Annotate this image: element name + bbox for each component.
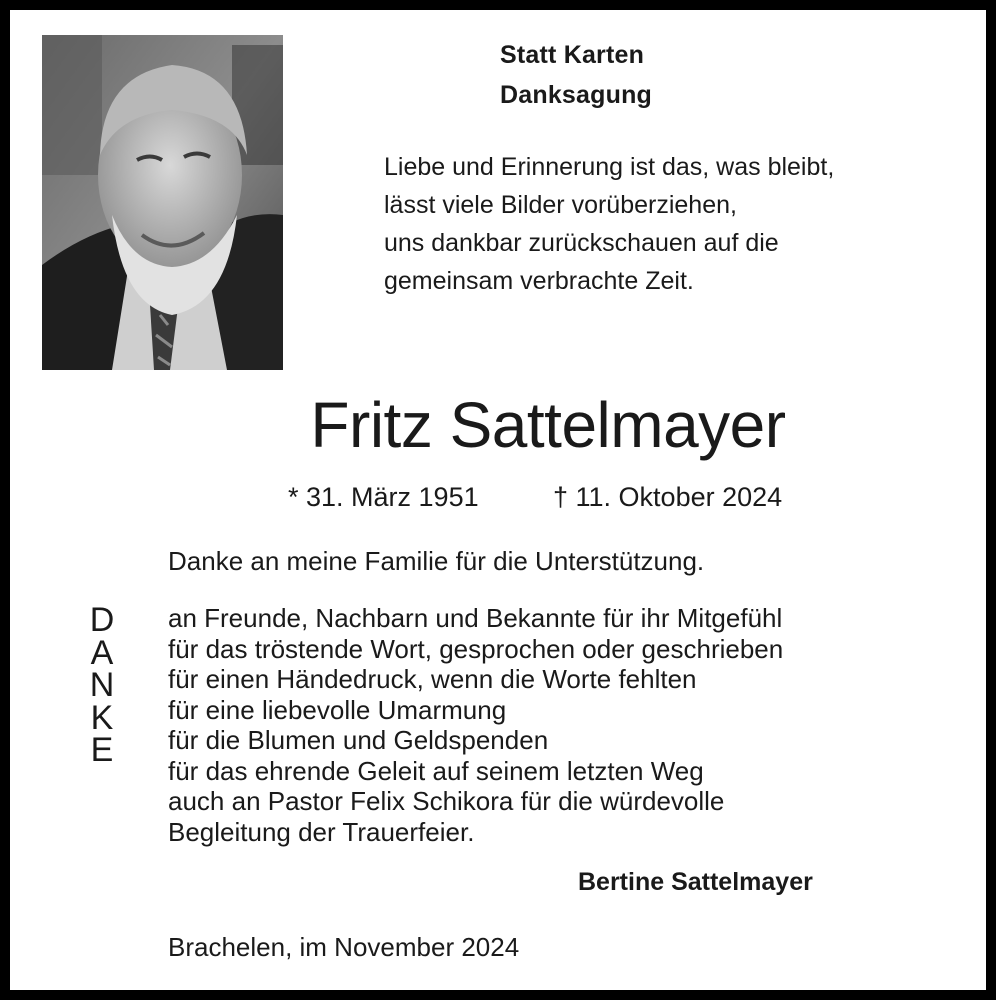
poem-line: Liebe und Erinnerung ist das, was bleibt, [384,153,835,181]
signature: Bertine Sattelmayer [578,868,813,896]
thanks-line: an Freunde, Nachbarn und Bekannte für ihr Mitgefühl [168,603,783,633]
thanks-line: für eine liebevolle Umarmung [168,694,507,725]
thanks-list [168,603,783,847]
thanks-line: für einen Händedruck, wenn die Worte fehlten [168,664,697,694]
danke-letter: D [89,601,115,639]
thanks-line: für die Blumen und Geldspenden [168,725,549,755]
portrait-photo [42,35,283,370]
deceased-name: Fritz Sattelmayer [310,389,786,461]
place-date: Brachelen, im November 2024 [168,932,520,962]
danke-letter: E [90,731,114,769]
thanks-line: Begleitung der Trauerfeier. [168,816,475,847]
thanks-intro: Danke an meine Familie für die Unterstützung. [168,546,705,576]
thanks-line: für das tröstende Wort, gesprochen oder geschrieben [168,633,784,664]
poem-line: uns dankbar zurückschauen auf die [384,229,779,257]
danke-letter: K [90,698,114,737]
vertical-danke [88,601,116,769]
heading-statt-karten: Statt Karten [500,41,645,69]
thanks-line: für das ehrende Geleit auf seinem letzten Weg [168,755,704,786]
danke-letter: N [89,666,115,704]
poem-line: gemeinsam verbrachte Zeit. [384,267,694,295]
death-date: † 11. Oktober 2024 [553,482,783,512]
poem-line: lässt viele Bilder vorüberziehen, [384,191,737,219]
poem [384,148,834,300]
portrait-image [42,35,283,370]
danke-letter: A [90,633,114,672]
heading-danksagung: Danksagung [500,81,653,109]
birth-date: * 31. März 1951 [288,482,479,512]
thanks-line: auch an Pastor Felix Schikora für die würdevolle [168,786,725,816]
